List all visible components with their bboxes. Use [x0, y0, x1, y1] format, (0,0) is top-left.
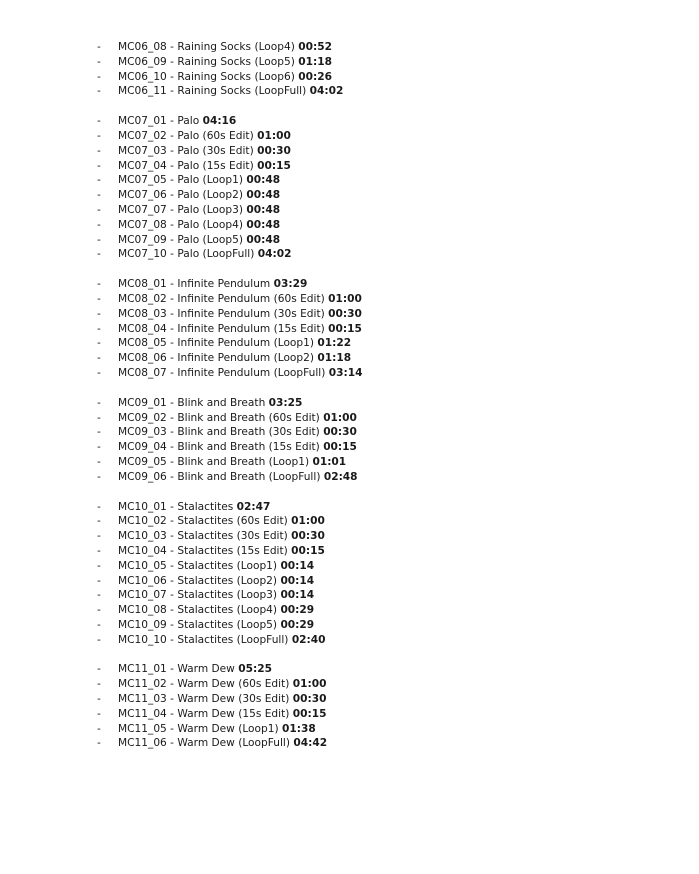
- track-text: MC06_08 - Raining Socks (Loop4) 00:52: [118, 41, 332, 53]
- track-text: MC07_06 - Palo (Loop2) 00:48: [118, 189, 281, 202]
- track-title: Warm Dew (30s Edit): [177, 693, 290, 706]
- track-text: MC06_10 - Raining Socks (Loop6) 00:26: [118, 70, 332, 83]
- track-row: [0, 351, 699, 366]
- track-title: Warm Dew (LoopFull): [177, 737, 290, 750]
- track-code: MC11_04: [118, 707, 167, 720]
- track-title: Blink and Breath (30s Edit): [177, 426, 320, 439]
- track-code: MC08_04: [118, 322, 167, 335]
- bullet-dash: -: [97, 366, 101, 379]
- track-title: Palo (Loop3): [177, 203, 243, 216]
- track-title: Palo (15s Edit): [177, 159, 254, 172]
- track-code: MC11_01: [118, 663, 167, 676]
- track-code: MC10_05: [118, 559, 167, 572]
- track-code: MC07_02: [118, 129, 167, 142]
- track-row: [0, 455, 699, 470]
- track-title: Stalactites (Loop5): [177, 618, 278, 631]
- track-duration: 02:47: [236, 500, 271, 513]
- track-duration: 04:16: [202, 115, 237, 128]
- track-text: MC08_06 - Infinite Pendulum (Loop2) 01:18: [118, 352, 352, 365]
- track-title: Stalactites (30s Edit): [177, 530, 288, 543]
- track-title: Palo (Loop2): [177, 189, 243, 202]
- bullet-dash: -: [97, 292, 101, 305]
- bullet-dash: -: [97, 574, 101, 587]
- track-title: Infinite Pendulum: [177, 278, 271, 291]
- track-row: [0, 188, 699, 203]
- track-title: Blink and Breath (15s Edit): [177, 441, 320, 454]
- track-row: [0, 159, 699, 174]
- track-title: Warm Dew (60s Edit): [177, 678, 290, 691]
- track-code: MC07_04: [118, 159, 167, 172]
- track-row: [0, 500, 699, 515]
- track-group: [0, 40, 699, 99]
- track-row: [0, 470, 699, 485]
- track-text: MC10_06 - Stalactites (Loop2) 00:14: [118, 574, 315, 587]
- track-duration: 00:14: [280, 574, 315, 587]
- track-text: MC07_05 - Palo (Loop1) 00:48: [118, 174, 281, 187]
- track-row: [0, 662, 699, 677]
- bullet-dash: -: [97, 55, 101, 68]
- track-duration: 04:42: [293, 737, 328, 750]
- track-text: MC09_03 - Blink and Breath (30s Edit) 00:30: [118, 426, 357, 439]
- track-text: MC07_04 - Palo (15s Edit) 00:15: [118, 159, 291, 172]
- track-row: [0, 129, 699, 144]
- bullet-dash: -: [97, 441, 101, 454]
- track-duration: 04:02: [257, 248, 292, 261]
- track-row: [0, 292, 699, 307]
- track-code: MC07_03: [118, 144, 167, 157]
- track-text: MC11_04 - Warm Dew (15s Edit) 00:15: [118, 707, 327, 720]
- track-row: [0, 677, 699, 692]
- track-duration: 05:25: [238, 663, 272, 676]
- track-title: Infinite Pendulum (Loop1): [177, 337, 315, 350]
- track-row: [0, 588, 699, 603]
- track-title: Raining Socks (Loop6): [177, 70, 295, 83]
- bullet-dash: -: [97, 663, 101, 676]
- track-title: Palo: [177, 115, 200, 128]
- track-text: MC09_06 - Blink and Breath (LoopFull) 02:48: [118, 470, 358, 483]
- track-code: MC07_01: [118, 115, 167, 128]
- track-title: Infinite Pendulum (15s Edit): [177, 322, 325, 335]
- track-code: MC09_06: [118, 470, 167, 483]
- track-duration: 00:30: [292, 693, 327, 706]
- track-row: [0, 559, 699, 574]
- track-row: [0, 722, 699, 737]
- track-code: MC10_09: [118, 618, 167, 631]
- bullet-dash: -: [97, 559, 101, 572]
- bullet-dash: -: [97, 337, 101, 350]
- track-duration: 00:26: [298, 70, 332, 83]
- bullet-dash: -: [97, 530, 101, 543]
- track-row: [0, 396, 699, 411]
- bullet-dash: -: [97, 396, 101, 409]
- track-group: [0, 500, 699, 648]
- track-code: MC11_02: [118, 678, 167, 691]
- bullet-dash: -: [97, 693, 101, 706]
- track-row: [0, 603, 699, 618]
- track-code: MC10_01: [118, 500, 167, 513]
- track-title: Raining Socks (Loop5): [177, 55, 295, 68]
- track-text: MC10_04 - Stalactites (15s Edit) 00:15: [118, 544, 325, 557]
- bullet-dash: -: [97, 722, 101, 735]
- track-text: MC09_04 - Blink and Breath (15s Edit) 00:15: [118, 441, 357, 454]
- track-title: Warm Dew (Loop1): [177, 722, 279, 735]
- track-duration: 03:25: [268, 396, 303, 409]
- track-text: MC09_05 - Blink and Breath (Loop1) 01:01: [118, 455, 347, 468]
- track-code: MC09_05: [118, 455, 167, 468]
- track-duration: 01:00: [257, 129, 291, 142]
- track-row: [0, 55, 699, 70]
- track-code: MC10_08: [118, 604, 167, 617]
- track-list-page: [0, 40, 699, 766]
- track-code: MC10_02: [118, 515, 167, 528]
- bullet-dash: -: [97, 604, 101, 617]
- track-code: MC10_10: [118, 633, 167, 646]
- track-title: Blink and Breath (Loop1): [177, 455, 310, 468]
- bullet-dash: -: [97, 307, 101, 320]
- bullet-dash: -: [97, 129, 101, 142]
- track-code: MC09_01: [118, 396, 167, 409]
- track-code: MC07_08: [118, 218, 167, 231]
- track-duration: 01:38: [282, 722, 316, 735]
- track-text: MC07_03 - Palo (30s Edit) 00:30: [118, 144, 291, 157]
- track-text: MC10_05 - Stalactites (Loop1) 00:14: [118, 559, 315, 572]
- track-duration: 00:15: [291, 544, 325, 557]
- track-text: MC10_10 - Stalactites (LoopFull) 02:40: [118, 633, 326, 646]
- track-title: Blink and Breath (LoopFull): [177, 470, 321, 483]
- track-text: MC09_02 - Blink and Breath (60s Edit) 01:00: [118, 411, 357, 424]
- bullet-dash: -: [97, 589, 101, 602]
- track-duration: 00:14: [280, 559, 315, 572]
- track-code: MC10_04: [118, 544, 167, 557]
- track-text: MC10_07 - Stalactites (Loop3) 00:14: [118, 589, 315, 602]
- track-text: MC11_03 - Warm Dew (30s Edit) 00:30: [118, 693, 327, 706]
- track-duration: 00:30: [323, 426, 357, 439]
- track-code: MC08_01: [118, 278, 167, 291]
- track-title: Stalactites (LoopFull): [177, 633, 289, 646]
- track-code: MC08_02: [118, 292, 167, 305]
- track-code: MC07_10: [118, 248, 167, 261]
- bullet-dash: -: [97, 707, 101, 720]
- bullet-dash: -: [97, 189, 101, 202]
- track-title: Palo (LoopFull): [177, 248, 255, 261]
- track-row: [0, 544, 699, 559]
- track-code: MC07_06: [118, 189, 167, 202]
- track-text: MC10_09 - Stalactites (Loop5) 00:29: [118, 618, 315, 631]
- bullet-dash: -: [97, 411, 101, 424]
- bullet-dash: -: [97, 470, 101, 483]
- track-duration: 01:00: [292, 678, 327, 691]
- track-title: Warm Dew (15s Edit): [177, 707, 290, 720]
- track-title: Palo (60s Edit): [177, 129, 254, 142]
- track-code: MC07_05: [118, 174, 167, 187]
- track-code: MC06_10: [118, 70, 167, 83]
- track-title: Raining Socks (LoopFull): [177, 85, 307, 98]
- track-title: Stalactites (Loop4): [177, 604, 278, 617]
- track-title: Raining Socks (Loop4): [177, 41, 295, 53]
- track-duration: 00:30: [328, 307, 362, 320]
- track-group: [0, 396, 699, 485]
- track-duration: 03:14: [328, 366, 363, 379]
- track-row: [0, 114, 699, 129]
- track-duration: 00:15: [257, 159, 291, 172]
- track-title: Stalactites (60s Edit): [177, 515, 288, 528]
- track-row: [0, 307, 699, 322]
- track-duration: 01:00: [328, 292, 362, 305]
- bullet-dash: -: [97, 352, 101, 365]
- track-title: Stalactites (Loop1): [177, 559, 278, 572]
- bullet-dash: -: [97, 41, 101, 53]
- track-text: MC10_03 - Stalactites (30s Edit) 00:30: [118, 530, 325, 543]
- track-row: [0, 618, 699, 633]
- bullet-dash: -: [97, 278, 101, 291]
- bullet-dash: -: [97, 500, 101, 513]
- track-text: MC06_09 - Raining Socks (Loop5) 01:18: [118, 55, 332, 68]
- track-row: [0, 144, 699, 159]
- track-row: [0, 707, 699, 722]
- track-title: Infinite Pendulum (LoopFull): [177, 366, 326, 379]
- track-code: MC11_05: [118, 722, 167, 735]
- track-code: MC08_07: [118, 366, 167, 379]
- track-title: Stalactites (15s Edit): [177, 544, 288, 557]
- track-code: MC08_06: [118, 352, 167, 365]
- track-text: MC10_02 - Stalactites (60s Edit) 01:00: [118, 515, 325, 528]
- bullet-dash: -: [97, 455, 101, 468]
- track-duration: 00:30: [291, 530, 325, 543]
- track-row: [0, 70, 699, 85]
- track-title: Blink and Breath: [177, 396, 266, 409]
- track-row: [0, 529, 699, 544]
- track-text: MC07_09 - Palo (Loop5) 00:48: [118, 233, 281, 246]
- bullet-dash: -: [97, 159, 101, 172]
- track-group: [0, 662, 699, 751]
- track-row: [0, 233, 699, 248]
- track-row: [0, 277, 699, 292]
- track-duration: 00:48: [246, 174, 281, 187]
- bullet-dash: -: [97, 633, 101, 646]
- track-code: MC06_11: [118, 85, 167, 98]
- track-duration: 01:01: [312, 455, 347, 468]
- track-title: Palo (Loop5): [177, 233, 243, 246]
- track-row: [0, 692, 699, 707]
- track-title: Infinite Pendulum (60s Edit): [177, 292, 325, 305]
- track-title: Stalactites (Loop2): [177, 574, 278, 587]
- bullet-dash: -: [97, 203, 101, 216]
- bullet-dash: -: [97, 233, 101, 246]
- bullet-dash: -: [97, 515, 101, 528]
- track-text: MC07_01 - Palo 04:16: [118, 115, 237, 128]
- track-code: MC07_07: [118, 203, 167, 216]
- track-title: Warm Dew: [177, 663, 235, 676]
- track-text: MC07_02 - Palo (60s Edit) 01:00: [118, 129, 291, 142]
- track-group: [0, 277, 699, 381]
- track-code: MC06_09: [118, 55, 167, 68]
- track-title: Infinite Pendulum (30s Edit): [177, 307, 325, 320]
- track-title: Palo (Loop1): [177, 174, 243, 187]
- track-text: MC08_03 - Infinite Pendulum (30s Edit) 00:30: [118, 307, 362, 320]
- track-row: [0, 84, 699, 99]
- track-duration: 04:02: [309, 85, 344, 98]
- track-row: [0, 40, 699, 55]
- track-code: MC09_03: [118, 426, 167, 439]
- bullet-dash: -: [97, 426, 101, 439]
- bullet-dash: -: [97, 144, 101, 157]
- bullet-dash: -: [97, 678, 101, 691]
- bullet-dash: -: [97, 115, 101, 128]
- track-duration: 01:00: [291, 515, 325, 528]
- track-code: MC10_06: [118, 574, 167, 587]
- track-duration: 03:29: [273, 278, 308, 291]
- track-duration: 00:48: [246, 189, 281, 202]
- track-duration: 02:48: [323, 470, 358, 483]
- track-row: [0, 514, 699, 529]
- track-text: MC08_01 - Infinite Pendulum 03:29: [118, 278, 308, 291]
- bullet-dash: -: [97, 85, 101, 98]
- bullet-dash: -: [97, 737, 101, 750]
- track-duration: 01:00: [323, 411, 357, 424]
- track-code: MC06_08: [118, 41, 167, 53]
- track-duration: 00:29: [280, 618, 315, 631]
- track-text: MC09_01 - Blink and Breath 03:25: [118, 396, 303, 409]
- track-duration: 00:15: [328, 322, 362, 335]
- track-title: Infinite Pendulum (Loop2): [177, 352, 315, 365]
- bullet-dash: -: [97, 618, 101, 631]
- track-text: MC11_02 - Warm Dew (60s Edit) 01:00: [118, 678, 327, 691]
- bullet-dash: -: [97, 544, 101, 557]
- track-duration: 00:29: [280, 604, 315, 617]
- track-title: Stalactites: [177, 500, 234, 513]
- track-duration: 00:14: [280, 589, 315, 602]
- track-text: MC08_07 - Infinite Pendulum (LoopFull) 03:14: [118, 366, 363, 379]
- track-row: [0, 440, 699, 455]
- track-title: Blink and Breath (60s Edit): [177, 411, 320, 424]
- track-duration: 00:15: [292, 707, 327, 720]
- track-duration: 01:22: [317, 337, 352, 350]
- bullet-dash: -: [97, 322, 101, 335]
- track-text: MC08_05 - Infinite Pendulum (Loop1) 01:22: [118, 337, 352, 350]
- track-row: [0, 247, 699, 262]
- track-code: MC09_02: [118, 411, 167, 424]
- track-row: [0, 574, 699, 589]
- track-text: MC11_01 - Warm Dew 05:25: [118, 663, 272, 676]
- bullet-dash: -: [97, 248, 101, 261]
- track-code: MC09_04: [118, 441, 167, 454]
- track-duration: 01:18: [298, 55, 332, 68]
- bullet-dash: -: [97, 174, 101, 187]
- track-code: MC11_03: [118, 693, 167, 706]
- track-duration: 00:30: [257, 144, 291, 157]
- track-text: MC10_08 - Stalactites (Loop4) 00:29: [118, 604, 315, 617]
- track-code: MC10_07: [118, 589, 167, 602]
- track-row: [0, 736, 699, 751]
- track-row: [0, 322, 699, 337]
- track-row: [0, 633, 699, 648]
- track-row: [0, 218, 699, 233]
- track-duration: 00:48: [246, 203, 281, 216]
- track-row: [0, 411, 699, 426]
- track-code: MC10_03: [118, 530, 167, 543]
- track-text: MC11_06 - Warm Dew (LoopFull) 04:42: [118, 737, 328, 750]
- track-duration: 00:15: [323, 441, 357, 454]
- bullet-dash: -: [97, 218, 101, 231]
- track-title: Stalactites (Loop3): [177, 589, 278, 602]
- track-text: MC07_10 - Palo (LoopFull) 04:02: [118, 248, 292, 261]
- track-code: MC08_05: [118, 337, 167, 350]
- track-text: MC07_08 - Palo (Loop4) 00:48: [118, 218, 281, 231]
- track-text: MC08_04 - Infinite Pendulum (15s Edit) 00:15: [118, 322, 362, 335]
- track-text: MC06_11 - Raining Socks (LoopFull) 04:02: [118, 85, 344, 98]
- track-duration: 00:52: [298, 41, 332, 53]
- track-title: Palo (Loop4): [177, 218, 243, 231]
- track-row: [0, 336, 699, 351]
- track-duration: 02:40: [291, 633, 326, 646]
- bullet-dash: -: [97, 70, 101, 83]
- track-row: [0, 203, 699, 218]
- track-duration: 00:48: [246, 218, 281, 231]
- track-duration: 01:18: [317, 352, 352, 365]
- track-row: [0, 366, 699, 381]
- track-text: MC11_05 - Warm Dew (Loop1) 01:38: [118, 722, 316, 735]
- track-code: MC11_06: [118, 737, 167, 750]
- track-text: MC10_01 - Stalactites 02:47: [118, 500, 271, 513]
- track-duration: 00:48: [246, 233, 281, 246]
- track-row: [0, 425, 699, 440]
- track-title: Palo (30s Edit): [177, 144, 254, 157]
- track-code: MC07_09: [118, 233, 167, 246]
- track-row: [0, 173, 699, 188]
- track-text: MC08_02 - Infinite Pendulum (60s Edit) 01:00: [118, 292, 362, 305]
- track-text: MC07_07 - Palo (Loop3) 00:48: [118, 203, 281, 216]
- track-code: MC08_03: [118, 307, 167, 320]
- track-group: [0, 114, 699, 262]
